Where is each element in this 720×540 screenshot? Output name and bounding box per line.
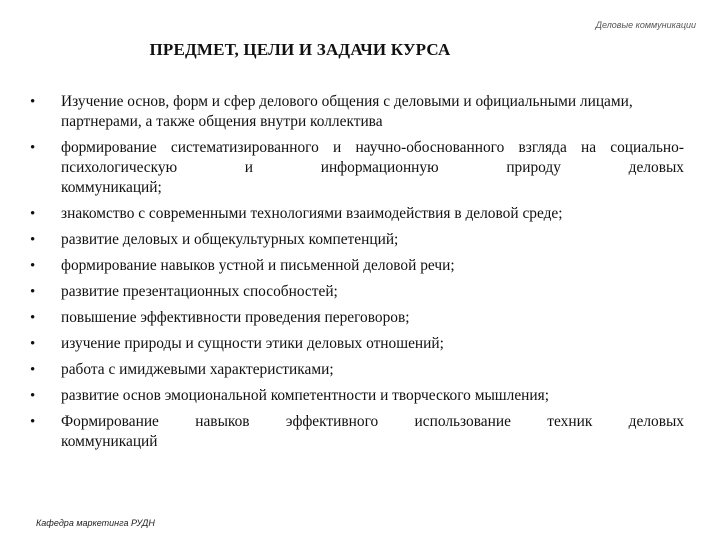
list-item [30, 386, 684, 406]
bullet-icon: • [30, 206, 36, 222]
list-item [30, 138, 684, 198]
list-item-text: изучение природы и сущности этики деловых отношений; [61, 335, 444, 352]
footer-department: Кафедра маркетинга РУДН [36, 518, 155, 528]
bullet-icon: • [30, 140, 36, 156]
objectives-list [30, 92, 684, 458]
bullet-icon: • [30, 232, 36, 248]
bullet-icon: • [30, 336, 36, 352]
list-item-text: развитие презентационных способностей; [61, 283, 338, 300]
list-item [30, 256, 684, 276]
list-item-text: работа с имиджевыми характеристиками; [61, 361, 334, 378]
list-item [30, 360, 684, 380]
list-item-text: Формирование навыков эффективного использование техник деловых [61, 413, 684, 430]
list-item [30, 282, 684, 302]
list-item [30, 412, 684, 452]
list-item-text: развитие деловых и общекультурных компетенций; [61, 231, 399, 248]
bullet-icon: • [30, 284, 36, 300]
list-item [30, 308, 684, 328]
list-item [30, 92, 684, 132]
bullet-icon: • [30, 94, 36, 110]
list-item-text: повышение эффективности проведения переговоров; [61, 309, 410, 326]
list-item-text: развитие основ эмоциональной компетентности и творческого мышления; [61, 387, 549, 404]
list-item-text-continued: коммуникаций [61, 433, 158, 450]
bullet-icon: • [30, 258, 36, 274]
course-header-tag: Деловые коммуникации [595, 20, 696, 30]
list-item-text: знакомство с современными технологиями взаимодействия в деловой среде; [61, 205, 563, 222]
list-item-text-continued: коммуникаций; [61, 179, 162, 196]
bullet-icon: • [30, 310, 36, 326]
bullet-icon: • [30, 414, 36, 430]
bullet-icon: • [30, 388, 36, 404]
list-item-text: формирование систематизированного и научно-обоснованного взгляда на социально-психологическую и информационную природу деловых [61, 139, 684, 176]
list-item [30, 334, 684, 354]
bullet-icon: • [30, 362, 36, 378]
list-item [30, 204, 684, 224]
list-item [30, 230, 684, 250]
list-item-text: формирование навыков устной и письменной деловой речи; [61, 257, 455, 274]
list-item-text: Изучение основ, форм и сфер делового общения с деловыми и официальными лицами, партнерами, а также общения внутри коллектива [61, 93, 633, 130]
slide-title: ПРЕДМЕТ, ЦЕЛИ И ЗАДАЧИ КУРСА [149, 40, 451, 59]
